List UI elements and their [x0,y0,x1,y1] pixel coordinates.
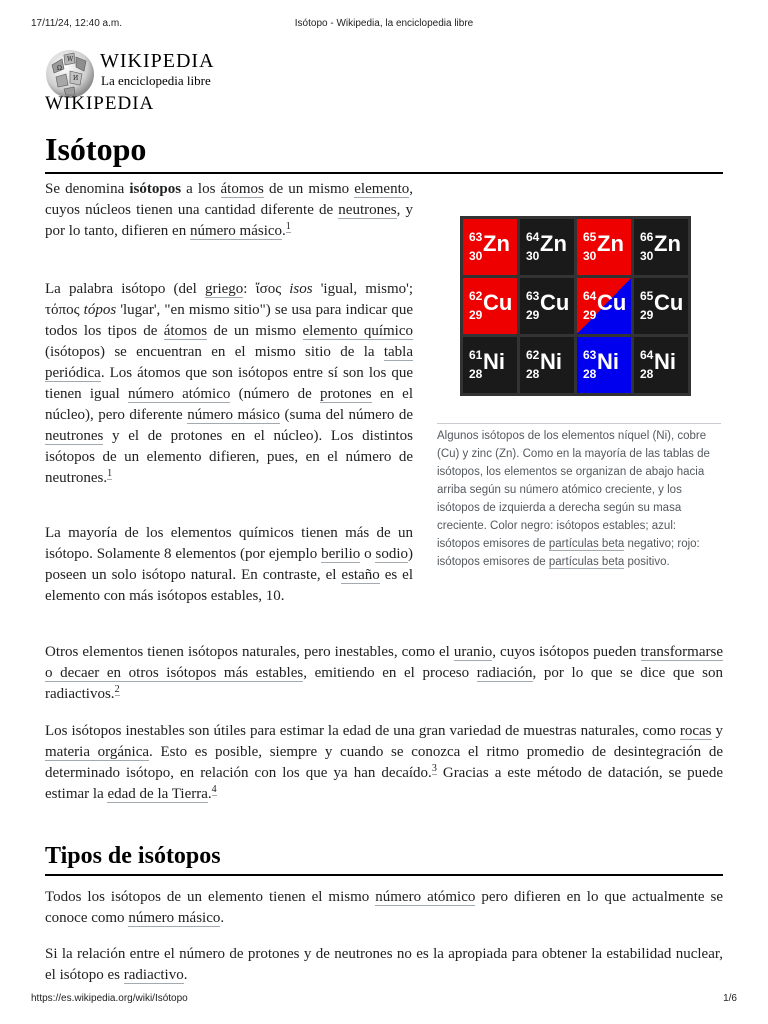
types-paragraph: Todos los isótopos de un elemento tienen el mismo número atómico pero difieren en lo que actualmente se conoce como número másico. [45,889,723,926]
isotope-mass-number: 64 [583,289,597,303]
isotope-atomic-number: 29 [469,308,483,322]
unstable-paragraph: Otros elementos tienen isótopos naturales, pero inestables, como el uranio, cuyos isótopos pueden transformarse o decaer en otros isótopos más estables, emitiendo en el proceso radiación, por lo que se dice que son radiactivos.$^2$ [45,644,723,702]
link-numero-masico-2[interactable]: número másico [187,407,281,423]
isotope-cell [463,219,517,275]
isotope-atomic-number: 28 [469,367,483,381]
link-particulas-beta-2[interactable]: partículas beta [548,556,625,568]
isotope-cell [463,278,517,334]
link-protones[interactable]: protones [319,386,372,402]
isotope-symbol: Cu [654,290,684,315]
isotope-symbol: Zn [540,231,567,256]
section-title-tipos: Tipos de isótopos [45,840,723,876]
isotope-symbol: Zn [654,231,681,256]
isotope-cell [520,219,574,275]
etymology-paragraph: La palabra isótopo (del griego: ἴσος isos 'igual, mismo'; τόπος tópos 'lugar', "en mismo sitio") se usa para indicar que todos los tipos de átomos de un mismo elemento químico (isótopos) se encuentran en el mismo sitio de la tabla periódica. Los átomos que son isótopos entre sí son los que tienen igual número atómico (número de protones en el núcleo), pero diferente número másico (suma del número de neutrones y el de protones en el núcleo). Los distintos isótopos de un elemento difieren, pues, en el número de neutrones.$^1$ [45,281,414,486]
wikipedia-tagline: La enciclopedia libre [101,73,211,88]
isotope-mass-number: 62 [469,289,483,303]
isotope-symbol: Cu [597,290,627,315]
svg-text:И: И [73,75,79,82]
link-atomos-2[interactable]: átomos [163,323,208,339]
link-griego[interactable]: griego [204,281,244,297]
wikipedia-wordmark-secondary[interactable]: WIKIPEDIA [45,93,155,114]
print-footer [0,993,768,1007]
dating-paragraph: Los isótopos inestables son útiles para estimar la edad de una gran variedad de muestras naturales, como rocas y materia orgánica. Esto es posible, siempre y cuando se conozca el ritmo promedio de desintegración de determinado isótopo, en relación con los que ya han decaído.$^3$ Gracias a este método de datación, se puede estimar la edad de la Tierra.$^4$ [45,723,723,802]
isotope-mass-number: 61 [469,348,483,362]
isotope-cell [634,219,688,275]
link-elemento[interactable]: elemento [354,181,410,197]
isotope-symbol: Zn [597,231,624,256]
link-tabla-periodica[interactable]: tabla periódica [45,344,413,381]
isotope-mass-number: 65 [583,230,597,244]
isotope-symbol: Cu [483,290,513,315]
isotope-symbol: Ni [654,349,676,374]
print-url: https://es.wikipedia.org/wiki/Isótopo [31,993,188,1004]
isotope-cell [520,337,574,393]
link-rocas[interactable]: rocas [679,723,712,739]
isotope-atomic-number: 28 [640,367,654,381]
isotope-cell [463,337,517,393]
print-page-number: 1/6 [723,993,737,1004]
link-numero-masico[interactable]: número másico [189,223,283,239]
isotope-cell [634,337,688,393]
isotope-atomic-number: 30 [469,249,483,263]
isotope-mass-number: 65 [640,289,654,303]
isotope-cell [520,278,574,334]
link-materia-organica[interactable]: materia orgánica [45,744,150,760]
isotope-atomic-number: 28 [526,367,540,381]
link-numero-atomico[interactable]: número atómico [128,386,231,402]
isotope-atomic-number: 28 [583,367,597,381]
svg-text:W: W [67,56,74,63]
link-numero-masico-3[interactable]: número másico [128,910,221,926]
isotope-atomic-number: 30 [583,249,597,263]
isotope-atomic-number: 29 [583,308,597,322]
wikipedia-wordmark[interactable]: WIKIPEDIA [100,50,215,72]
isotope-cell [577,219,631,275]
isotope-atomic-number: 30 [640,249,654,263]
wikipedia-globe-icon[interactable] [44,47,96,99]
reference-4[interactable]: 4 [211,784,217,795]
isotope-cell [577,337,631,393]
isotope-cell [577,278,631,334]
link-particulas-beta[interactable]: partículas beta [548,538,625,550]
isotope-symbol: Zn [483,231,510,256]
link-radiactivo[interactable]: radiactivo [123,967,184,983]
link-sodio[interactable]: sodio [375,546,408,562]
link-berilio[interactable]: berilio [321,546,361,562]
intro-paragraph: Se denomina isótopos a los átomos de un mismo elemento, cuyos núcleos tienen una cantidad diferente de neutrones, y por lo tanto, difieren en número másico.$^1$ [45,181,414,239]
term-bold: isótopos [129,181,182,197]
isotope-mass-number: 64 [640,348,654,362]
isotope-mass-number: 63 [583,348,597,362]
reference-1[interactable]: 1 [285,221,291,232]
elements-paragraph: La mayoría de los elementos químicos tienen más de un isótopo. Solamente 8 elementos (por ejemplo berilio o sodio) poseen un solo isótopo natural. En contraste, el estaño es el elemento con más isótopos estables, 10. [45,525,414,604]
link-elemento-quimico[interactable]: elemento químico [302,323,414,339]
svg-text:Ω: Ω [57,65,62,72]
figure-caption: Algunos isótopos de los elementos níquel (Ni), cobre (Cu) y zinc (Zn). Como en la mayoría de las tablas de isótopos, los elementos se organizan de abajo hacia arriba según su número atómico creciente, y los isótopos de izquierda a derecha según su masa creciente. Color negro: isótopos estables; azul: isótopos emisores de partículas beta negativo; rojo: isótopos emisores de partículas beta positivo. [437,423,721,589]
isotope-mass-number: 64 [526,230,540,244]
print-datetime: 17/11/24, 12:40 a.m. [31,18,122,29]
link-estano[interactable]: estaño [341,567,380,583]
link-neutrones[interactable]: neutrones [338,202,397,218]
link-atomos[interactable]: átomos [220,181,264,197]
isotope-symbol: Ni [540,349,562,374]
radioactive-paragraph: Si la relación entre el número de protones y de neutrones no es la apropiada para obtener la estabilidad nuclear, el isótopo es radiactivo. [45,946,723,983]
print-header [0,18,768,32]
reference-3[interactable]: 3 [431,763,437,774]
reference-1b[interactable]: 1 [107,468,113,479]
isotope-symbol: Ni [597,349,619,374]
isotope-atomic-number: 29 [526,308,540,322]
reference-2[interactable]: 2 [114,684,120,695]
link-uranio[interactable]: uranio [453,644,493,660]
print-page-title: Isótopo - Wikipedia, la enciclopedia libre [294,18,474,29]
isotope-atomic-number: 29 [640,308,654,322]
isotope-symbol: Cu [540,290,570,315]
isotope-atomic-number: 30 [526,249,540,263]
link-decaimiento[interactable]: transformarse o decaer en otros isótopos más estables [45,644,723,681]
isotope-mass-number: 62 [526,348,540,362]
isotope-mass-number: 63 [526,289,540,303]
isotope-cell [634,278,688,334]
page-title: Isótopo [45,128,723,174]
link-neutrones-2[interactable]: neutrones [45,428,104,444]
isotope-mass-number: 63 [469,230,483,244]
isotope-mass-number: 66 [640,230,654,244]
link-numero-atomico-2[interactable]: número atómico [375,889,476,905]
isotope-symbol: Ni [483,349,505,374]
link-radiacion[interactable]: radiación [476,665,533,681]
isotope-table-figure[interactable] [460,216,691,396]
link-edad-de-la-tierra[interactable]: edad de la Tierra [107,786,208,802]
